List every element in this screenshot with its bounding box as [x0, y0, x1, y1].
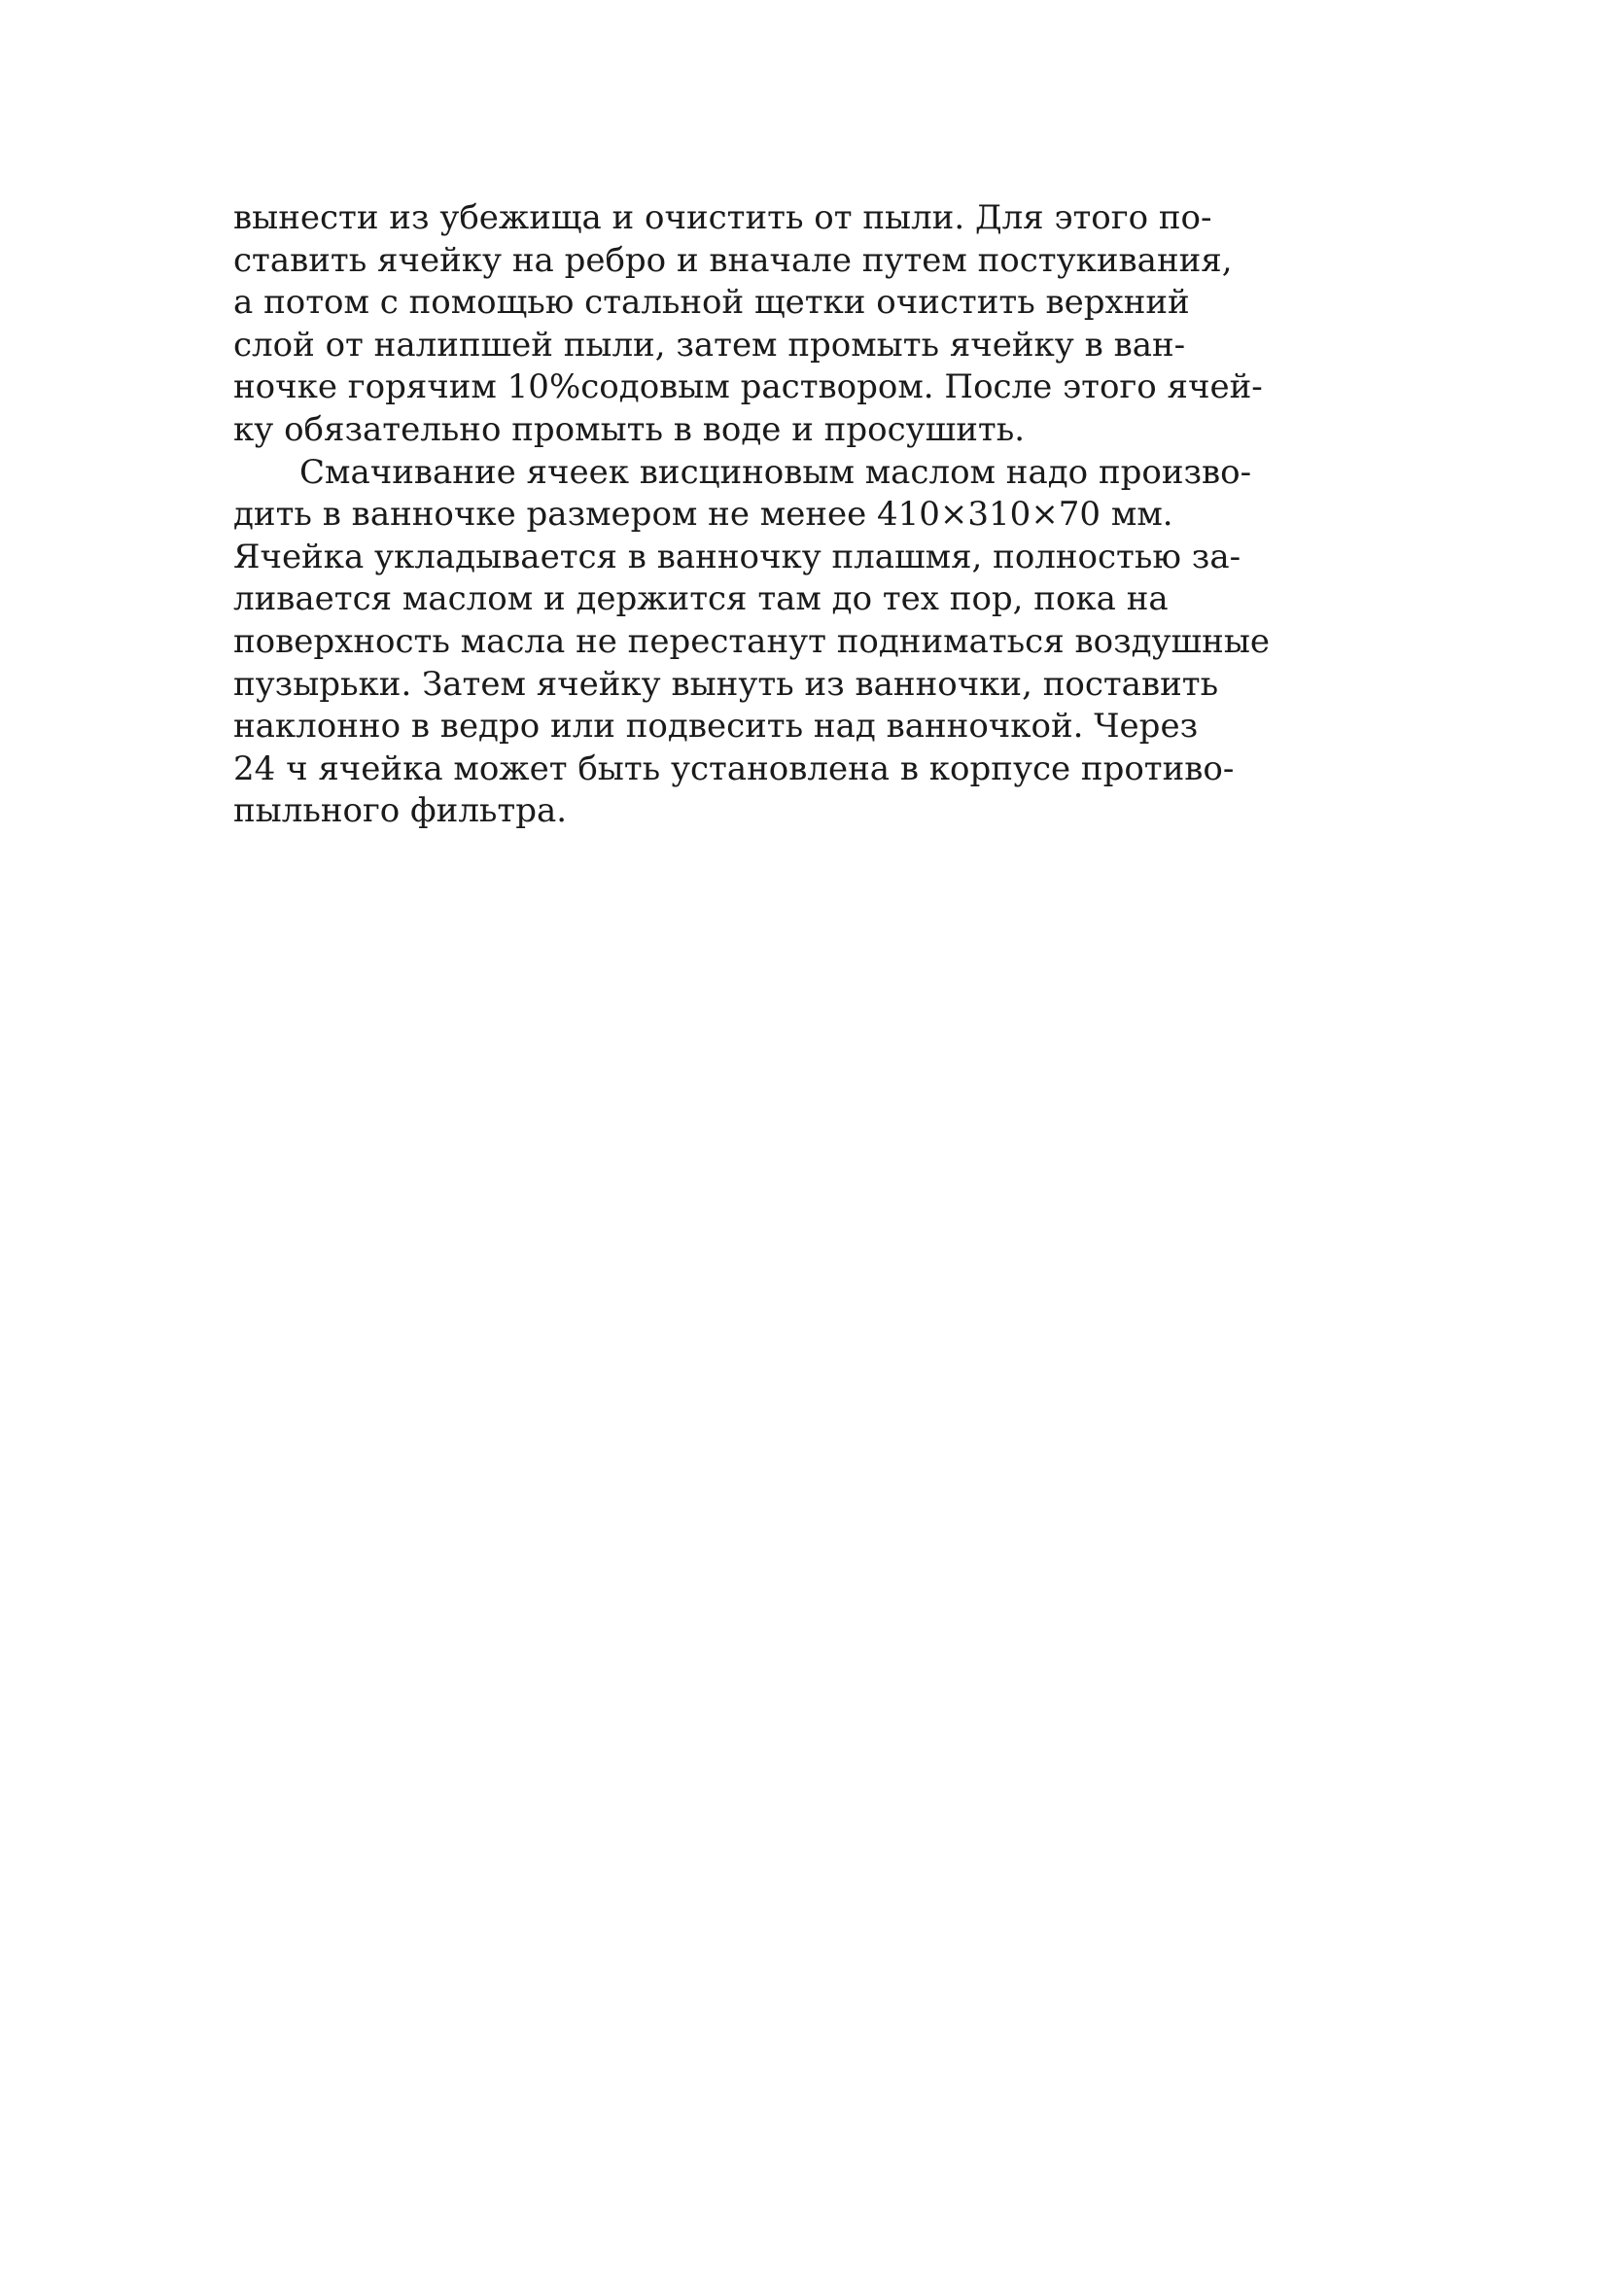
paragraph-oil-wetting: Смачивание ячеек висциновым маслом надо произво- дить в ванночке размером не менее 410×310×70 мм. Ячейка укладывается в ванночку плашмя, полностью за- ливается маслом и держится там до тех пор, пока на поверхность масла не перестанут подниматься воздушные пузырьки. Затем ячейку вынуть из ванночки, поставить наклонно в ведро или подвесить над ванночкой. Через 24 ч ячейка может быть установлена в корпусе противо- пыльного фильтра.	[233, 452, 1271, 831]
body-text	[233, 197, 1392, 833]
paragraph-continuation: вынести из убежища и очистить от пыли. Для этого по- ставить ячейку на ребро и вначале путем постукивания, а потом с помощью стальной щетки очистить верхний слой от налипшей пыли, затем промыть ячейку в ван- ночке горячим 10%содовым раствором. После этого ячей- ку обязательно промыть в воде и просушить.	[233, 198, 1263, 449]
